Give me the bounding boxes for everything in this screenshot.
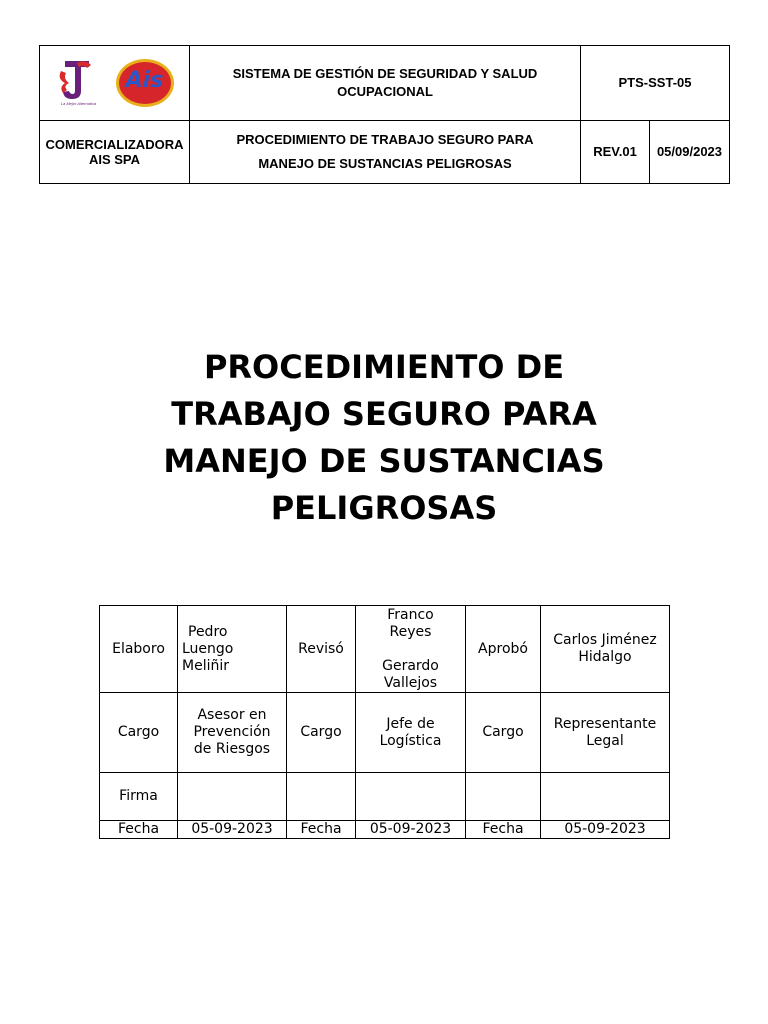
firma-aprobo <box>541 773 670 821</box>
ais-logo <box>115 58 175 108</box>
fecha-reviso: 05-09-2023 <box>356 821 466 839</box>
title-line-2: TRABAJO SEGURO PARA <box>171 395 597 433</box>
firma-empty-2 <box>466 773 541 821</box>
elaboro-name <box>178 606 287 693</box>
title-line-1: PROCEDIMIENTO DE <box>203 348 565 386</box>
elaboro-name-line-1: Pedro <box>188 623 228 640</box>
cargo-reviso-line-2: Logística <box>379 732 442 749</box>
cargo-aprobo-line-1: Representante <box>553 715 657 732</box>
fecha-label-3: Fecha <box>466 821 541 839</box>
title-line-3: MANEJO DE SUSTANCIAS <box>163 442 605 480</box>
ais-logo-text: Ais <box>125 68 164 93</box>
procedure-line-2: MANEJO DE SUSTANCIAS PELIGROSAS <box>258 156 512 171</box>
cargo-label-3: Cargo <box>466 693 541 773</box>
firma-empty-1 <box>287 773 356 821</box>
company-name: COMERCIALIZADORA AIS SPA <box>40 121 190 184</box>
document-code: PTS-SST-05 <box>581 46 730 121</box>
aprobo-label: Aprobó <box>466 606 541 693</box>
fecha-elaboro: 05-09-2023 <box>178 821 287 839</box>
reviso-name-2-line-2: Vallejos <box>383 674 438 691</box>
table-row <box>100 606 670 693</box>
elaboro-name-line-2: Luengo <box>182 640 234 657</box>
procedure-name <box>190 121 581 184</box>
table-row <box>100 693 670 773</box>
signature-table <box>99 605 670 839</box>
aprobo-name <box>541 606 670 693</box>
cargo-reviso <box>356 693 466 773</box>
firma-elaboro <box>178 773 287 821</box>
aprobo-name-line-1: Carlos Jiménez <box>553 632 657 648</box>
table-row <box>100 773 670 821</box>
logo-tagline: La Mejor Alternativa <box>60 101 97 106</box>
cargo-elaboro-line-3: de Riesgos <box>193 741 271 757</box>
reviso-label: Revisó <box>287 606 356 693</box>
document-title <box>84 344 684 532</box>
cargo-label-2: Cargo <box>287 693 356 773</box>
cargo-elaboro <box>178 693 287 773</box>
cargo-aprobo-line-2: Legal <box>586 732 624 749</box>
logo-cell <box>40 46 190 121</box>
cargo-aprobo <box>541 693 670 773</box>
elaboro-name-line-3: Meliñir <box>182 657 229 674</box>
system-title: SISTEMA DE GESTIÓN DE SEGURIDAD Y SALUD OCUPACIONAL <box>190 46 581 121</box>
reviso-name-2-line-1: Gerardo <box>382 657 439 674</box>
cargo-elaboro-line-2: Prevención <box>193 724 271 740</box>
fecha-label-2: Fecha <box>287 821 356 839</box>
reviso-name-1-line-1: Franco <box>387 606 434 623</box>
revision: REV.01 <box>581 121 650 184</box>
table-row <box>100 821 670 839</box>
fecha-label-1: Fecha <box>100 821 178 839</box>
cargo-elaboro-line-1: Asesor en <box>197 707 267 723</box>
revision-date: 05/09/2023 <box>650 121 730 184</box>
firma-reviso <box>356 773 466 821</box>
elaboro-label: Elaboro <box>100 606 178 693</box>
cargo-label-1: Cargo <box>100 693 178 773</box>
reviso-name <box>356 606 466 693</box>
title-line-4: PELIGROSAS <box>270 489 498 527</box>
cargo-reviso-line-1: Jefe de <box>386 715 435 732</box>
fecha-aprobo: 05-09-2023 <box>541 821 670 839</box>
sj-logo <box>55 57 101 109</box>
document-header <box>39 45 730 184</box>
procedure-line-1: PROCEDIMIENTO DE TRABAJO SEGURO PARA <box>236 132 534 147</box>
aprobo-name-line-2: Hidalgo <box>578 649 632 665</box>
firma-label: Firma <box>100 773 178 821</box>
reviso-name-1-line-2: Reyes <box>389 623 432 640</box>
